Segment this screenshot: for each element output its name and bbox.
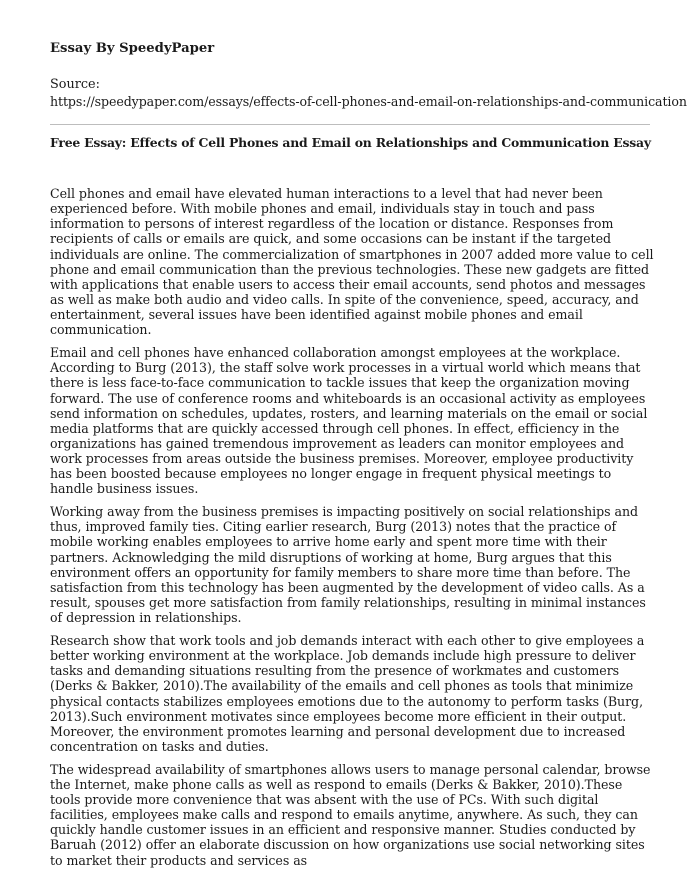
essay-body [50,186,654,875]
paragraph: Cell phones and email have elevated human interactions to a level that had never been experienced before. With mobile phones and email, individuals stay in touch and pass information to persons of interest regardless of the location or distance. Responses from recipients of calls or emails are quick, and some occasions can be instant if the targeted individuals are online. The commercialization of smartphones in 2007 added more value to cell phone and email communication than the previous technologies. These new gadgets are fitted with applications that enable users to access their email accounts, send photos and messages as well as make both audio and video calls. In spite of the convenience, speed, accuracy, and entertainment, several issues have been identified against mobile phones and email communication. [50,186,654,338]
source-label: Source: [50,77,100,92]
paragraph: Email and cell phones have enhanced collaboration amongst employees at the workplace. According to Burg (2013), the staff solve work processes in a virtual world which means that there is less face-to-face communication to tackle issues that keep the organization moving forward. The use of conference rooms and whiteboards is an occasional activity as employees send information on schedules, updates, rosters, and learning materials on the email or social media platforms that are quickly accessed through cell phones. In effect, efficiency in the organizations has gained tremendous improvement as leaders can monitor employees and work processes from areas outside the business premises. Moreover, employee productivity has been boosted because employees no longer engage in frequent physical meetings to handle business issues. [50,345,648,497]
divider [50,124,650,125]
site-title: Essay By SpeedyPaper [50,41,215,56]
source-url: https://speedypaper.com/essays/effects-of-cell-phones-and-email-on-relationships-and-communication [50,94,687,109]
paragraph: Research show that work tools and job demands interact with each other to give employees a better working environment at the workplace. Job demands include high pressure to deliver tasks and demanding situations resulting from the presence of workmates and customers (Derks & Bakker, 2010).The availability of the emails and cell phones as tools that minimize physical contacts stabilizes employees emotions due to the autonomy to perform tasks (Burg, 2013).Such environment motivates since employees become more efficient in their output. Moreover, the environment promotes learning and personal development due to increased concentration on tasks and duties. [50,632,645,754]
essay-title: Free Essay: Effects of Cell Phones and Email on Relationships and Communication Essay [50,135,651,150]
paragraph: The widespread availability of smartphones allows users to manage personal calendar, browse the Internet, make phone calls as well as respond to emails (Derks & Bakker, 2010).These tools provide more convenience that was absent with the use of PCs. With such digital facilities, employees make calls and respond to emails anytime, anywhere. As such, they can quickly handle customer issues in an efficient and responsive manner. Studies conducted by Baruah (2012) offer an elaborate discussion on how organizations use social networking sites to market their products and services as [50,761,651,868]
paragraph: Working away from the business premises is impacting positively on social relationships and thus, improved family ties. Citing earlier research, Burg (2013) notes that the practice of mobile working enables employees to arrive home early and spent more time with their partners. Acknowledging the mild disruptions of working at home, Burg argues that this environment offers an opportunity for family members to share more time than before. The satisfaction from this technology has been augmented by the development of video calls. As a result, spouses get more satisfaction from family relationships, resulting in minimal instances of depression in relationships. [50,504,646,626]
